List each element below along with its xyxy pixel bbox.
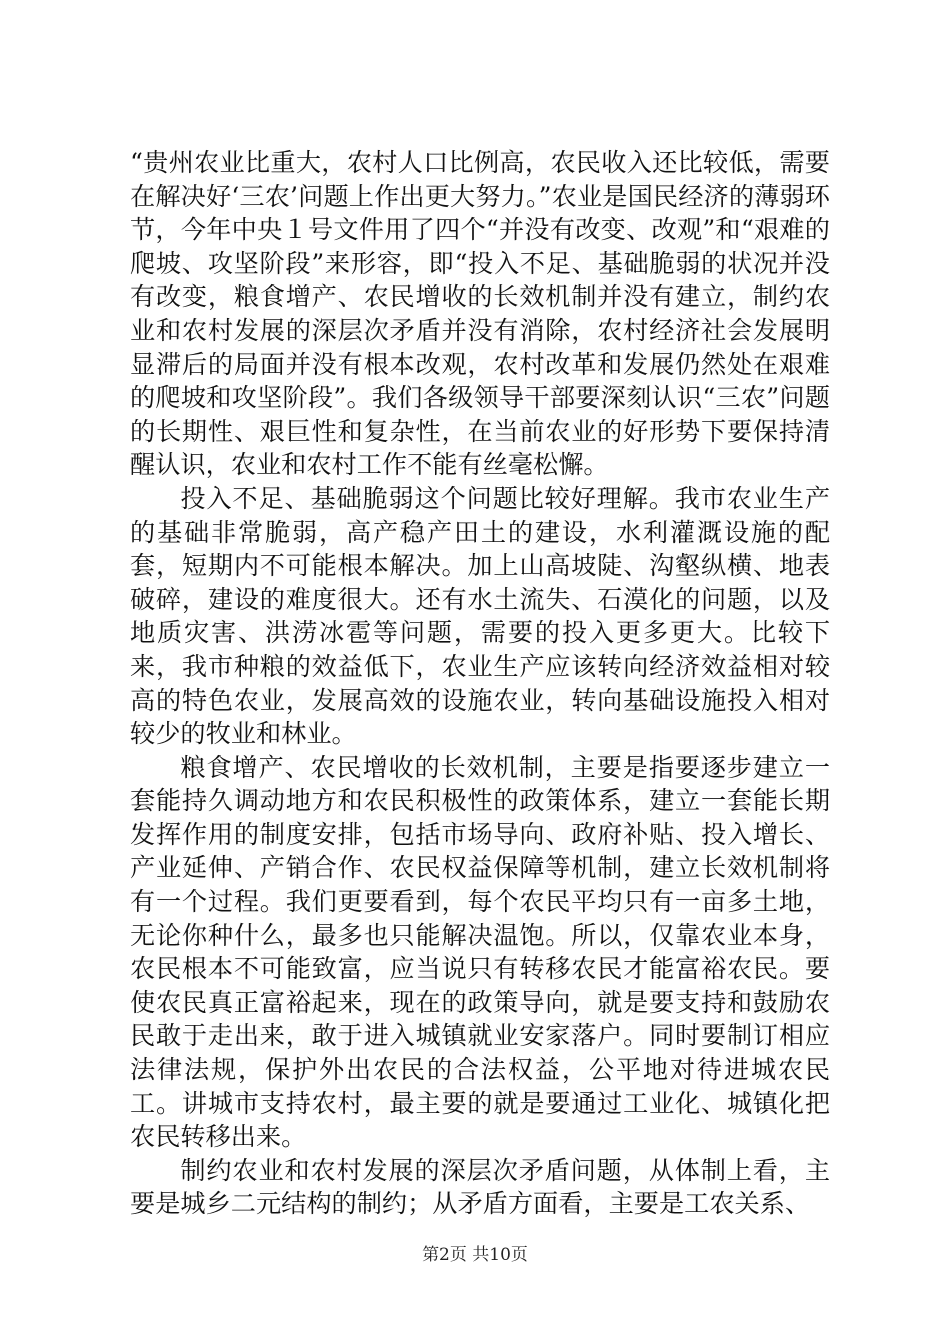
paragraph-1: “贵州农业比重大，农村人口比例高，农民收入还比较低，需要在解决好‘三农’问题上作出更大努力。”农业是国民经济的薄弱环节，今年中央１号文件用了四个“并没有改变、改观”和“艰难的爬坡、攻坚阶段”来形容，即“投入不足、基础脆弱的状况并没有改变，粮食增产、农民增收的长效机制并没有建立，制约农业和农村发展的深层次矛盾并没有消除，农村经济社会发展明显滞后的局面并没有根本改观，农村改革和发展仍然处在艰难的爬坡和攻坚阶段”。我们各级领导干部要深刻认识“三农”问题的长期性、艰巨性和复杂性，在当前农业的好形势下要保持清醒认识，农业和农村工作不能有丝毫松懈。 <box>130 148 830 480</box>
page-footer <box>0 1244 950 1266</box>
paragraph-3: 粮食增产、农民增收的长效机制，主要是指要逐步建立一套能持久调动地方和农民积极性的政策体系，建立一套能长期发挥作用的制度安排，包括市场导向、政府补贴、投入增长、产业延伸、产销合作、农民权益保障等机制，建立长效机制将有一个过程。我们更要看到，每个农民平均只有一亩多土地，无论你种什么，最多也只能解决温饱。所以，仅靠农业本身，农民根本不可能致富，应当说只有转移农民才能富裕农民。要使农民真正富裕起来，现在的政策导向，就是要支持和鼓励农民敢于走出来，敢于进入城镇就业安家落户。同时要制订相应法律法规，保护外出农民的合法权益，公平地对待进城农民工。讲城市支持农村，最主要的就是要通过工业化、城镇化把农民转移出来。 <box>130 752 830 1152</box>
body-text <box>130 146 830 1221</box>
paragraph-2: 投入不足、基础脆弱这个问题比较好理解。我市农业生产的基础非常脆弱，高产稳产田土的建设，水利灌溉设施的配套，短期内不可能根本解决。加上山高坡陡、沟壑纵横、地表破碎，建设的难度很大。还有水土流失、石漠化的问题，以及地质灾害、洪涝冰雹等问题，需要的投入更多更大。比较下来，我市种粮的效益低下，农业生产应该转向经济效益相对较高的特色农业，发展高效的设施农业，转向基础设施投入相对较少的牧业和林业。 <box>130 483 830 749</box>
page-number: 第2页 共10页 <box>422 1245 528 1265</box>
paragraph-4: 制约农业和农村发展的深层次矛盾问题，从体制上看，主要是城乡二元结构的制约；从矛盾方面看，主要是工农关系、 <box>130 1155 830 1219</box>
